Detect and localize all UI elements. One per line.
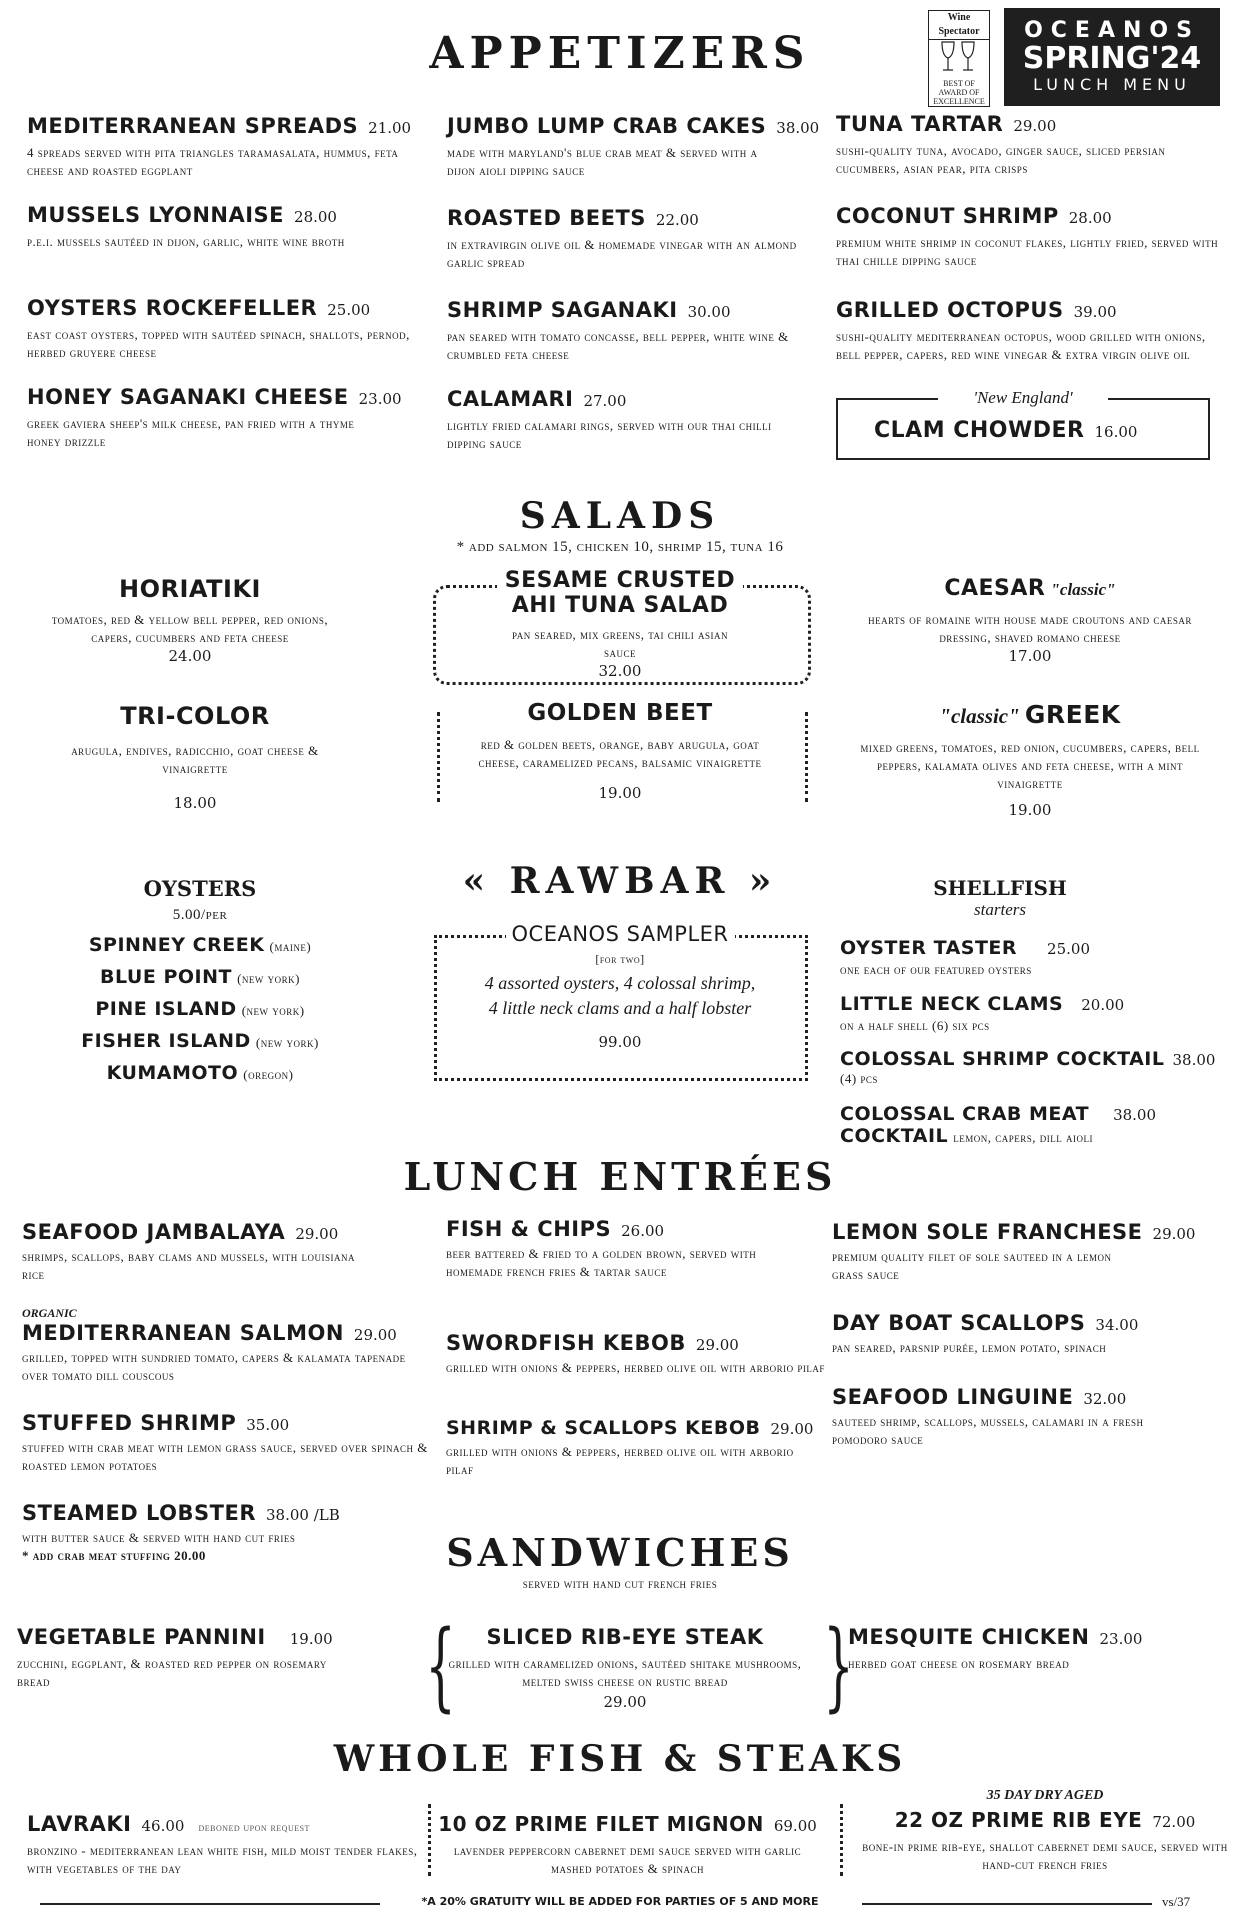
sandwich-item: VEGETABLE PANNINI 19.00 zucchini, eggplant, & roasted red pepper on rosemary bread — [17, 1625, 333, 1689]
sandwich-item: SLICED RIB-EYE STEAK grilled with caramelized onions, sautéed shitake mushrooms, melted swiss cheese on rustic bread 29.00 — [448, 1625, 802, 1711]
appetizer-item: TUNA TARTAR 29.00 sushi-quality tuna, avocado, ginger sauce, sliced persian cucumbers, asian pear, pita crisps — [836, 112, 1166, 176]
appetizer-item: MEDITERRANEAN SPREADS 21.00 4 spreads served with pita triangles taramasalata, hummus, feta cheese and roasted eggplant — [27, 114, 412, 178]
salad-horiatiki: HORIATIKI tomatoes, red & yellow bell pepper, red onions, capers, cucumbers and feta cheese 24.00 — [51, 575, 329, 665]
badge-line-1: BEST OF — [943, 79, 975, 88]
left-brace: { — [425, 1610, 456, 1722]
entree-item: STEAMED LOBSTER 38.00 /LB with butter sauce & served with hand cut fries * add crab meat stuffing 20.00 — [22, 1501, 340, 1563]
entree-item: STUFFED SHRIMP 35.00 stuffed with crab meat with lemon grass sauce, served over spinach & roasted lemon potatoes — [22, 1411, 428, 1473]
rawbar-heading: « RAWBAR » — [462, 860, 778, 902]
whole-fish-item: LAVRAKI 46.00 deboned upon request bronzino - mediterranean lean white fish, mild moist tender flakes, with vegetables of the day — [27, 1812, 418, 1876]
shellfish-heading: SHELLFISH starters — [933, 876, 1067, 919]
appetizer-item: ROASTED BEETS 22.00 in extravirgin olive oil & homemade vinegar with an almond garlic spread — [447, 206, 797, 270]
entree-item: FISH & CHIPS 26.00 beer battered & fried to a golden brown, served with homemade french fries & tartar sauce — [446, 1217, 757, 1279]
appetizer-item: OYSTERS ROCKEFELLER 25.00 east coast oysters, topped with sautéed spinach, shallots, pernod, herbed gruyere cheese — [27, 296, 410, 360]
entree-item: ORGANIC MEDITERRANEAN SALMON 29.00 grilled, topped with sundried tomato, capers & kalamata tapenade over tomato dill couscous — [22, 1306, 406, 1383]
wine-spectator-badge — [928, 10, 990, 107]
sandwiches-heading: SANDWICHES — [446, 1530, 794, 1575]
brand-name: OCEANOS — [1024, 18, 1200, 43]
appetizer-item: MUSSELS LYONNAISE 28.00 p.e.i. mussels sautéed in dijon, garlic, white wine broth — [27, 203, 345, 249]
appetizer-item: CALAMARI 27.00 lightly fried calamari rings, served with our thai chilli dipping sauce — [447, 387, 772, 451]
chowder-pre: 'New England' — [938, 388, 1108, 408]
entree-item: SHRIMP & SCALLOPS KEBOB 29.00 grilled with onions & peppers, herbed olive oil with arborio pilaf — [446, 1417, 814, 1477]
dotted-divider — [437, 712, 440, 802]
gratuity-note: *A 20% GRATUITY WILL BE ADDED FOR PARTIES OF 5 AND MORE — [421, 1895, 819, 1908]
salad-tricolor: TRI-COLOR arugula, endives, radicchio, goat cheese & vinaigrette 18.00 — [71, 702, 319, 812]
shellfish-item: COLOSSAL SHRIMP COCKTAIL 38.00 (4) pcs — [840, 1048, 1216, 1086]
dotted-divider — [805, 712, 808, 802]
salad-golden-beet: GOLDEN BEET red & golden beets, orange, baby arugula, goat cheese, caramelized pecans, balsamic vinaigrette 19.00 — [478, 700, 762, 802]
oceanos-sampler: OCEANOS SAMPLER [for two] 4 assorted oysters, 4 colossal shrimp, 4 little neck clams and a half lobster 99.00 — [484, 922, 756, 1051]
whole-fish-heading: WHOLE FISH & STEAKS — [333, 1738, 907, 1780]
footer-rule-left — [40, 1903, 380, 1905]
appetizers-heading: APPETIZERS — [429, 28, 811, 79]
whole-fish-item: 10 OZ PRIME FILET MIGNON 69.00 lavender peppercorn cabernet demi sauce served with garlic mashed potatoes & spinach — [438, 1812, 817, 1876]
menu-code: vs/37 — [1162, 1894, 1191, 1909]
entree-item: LEMON SOLE FRANCHESE 29.00 premium quality filet of sole sauteed in a lemon grass sauce — [832, 1220, 1196, 1282]
dotted-divider — [840, 1804, 843, 1876]
badge-line-3: EXCELLENCE — [933, 97, 985, 106]
entrees-heading: LUNCH ENTRÉES — [403, 1154, 837, 1199]
appetizer-item: JUMBO LUMP CRAB CAKES 38.00 made with maryland's blue crab meat & served with a dijon aioli dipping sauce — [447, 114, 820, 178]
entree-item: SEAFOOD LINGUINE 32.00 sauteed shrimp, scallops, mussels, calamari in a fresh pomodoro sauce — [832, 1385, 1144, 1447]
chowder-name: CLAM CHOWDER 16.00 — [874, 418, 1138, 443]
appetizer-item: SHRIMP SAGANAKI 30.00 pan seared with tomato concasse, bell pepper, white wine & crumbled feta cheese — [447, 298, 789, 362]
salads-heading: SALADS — [519, 495, 721, 537]
badge-title: Wine Spectator — [929, 11, 989, 40]
sandwich-item: MESQUITE CHICKEN 23.00 herbed goat cheese on rosemary bread — [848, 1625, 1143, 1671]
wine-glasses-icon — [934, 40, 984, 74]
shellfish-item: OYSTER TASTER 25.00 one each of our featured oysters — [840, 937, 1090, 977]
shellfish-item: COLOSSAL CRAB MEAT 38.00 COCKTAIL lemon, capers, dill aioli — [840, 1103, 1157, 1147]
brand-menu-type: LUNCH MENU — [1033, 75, 1191, 94]
salads-addons: * add salmon 15, chicken 10, shrimp 15, tuna 16 — [456, 539, 784, 555]
whole-fish-item: 35 DAY DRY AGED 22 OZ PRIME RIB EYE 72.00 bone-in prime rib-eye, shallot cabernet demi sauce, served with hand-cut french fries — [862, 1788, 1228, 1872]
brand-season: SPRING'24 — [1022, 41, 1202, 76]
right-brace: } — [823, 1610, 854, 1722]
appetizer-item: COCONUT SHRIMP 28.00 premium white shrimp in coconut flakes, lightly fried, served with thai chille dipping sauce — [836, 204, 1219, 268]
entree-item: SWORDFISH KEBOB 29.00 grilled with onions & peppers, herbed olive oil with arborio pilaf — [446, 1331, 825, 1375]
entree-item: SEAFOOD JAMBALAYA 29.00 shrimps, scallops, baby clams and mussels, with louisiana rice — [22, 1220, 356, 1282]
sandwiches-sub: served with hand cut french fries — [522, 1576, 718, 1591]
salad-ahi-tuna: SESAME CRUSTED AHI TUNA SALAD pan seared, mix greens, tai chili asian sauce 32.00 — [445, 568, 795, 680]
salad-greek: "classic" GREEK mixed greens, tomatoes, red onion, cucumbers, capers, bell peppers, kalamata olives and feta cheese, with a mint vinaigrette 19.00 — [860, 700, 1200, 819]
brand-block — [1004, 8, 1220, 106]
oysters-column: OYSTERS 5.00/per SPINNEY CREEK (maine) BLUE POINT (new york) PINE ISLAND (new york) FISHER ISLAND (new york) KUMAMOTO (oregon) — [81, 876, 319, 1084]
shellfish-item: LITTLE NECK CLAMS 20.00 on a half shell (6) six pcs — [840, 993, 1125, 1033]
clam-chowder-box — [836, 388, 1210, 460]
salad-caesar: CAESAR "classic" hearts of romaine with house made croutons and caesar dressing, shaved romano cheese 17.00 — [868, 576, 1192, 665]
entree-item: DAY BOAT SCALLOPS 34.00 pan seared, parsnip purée, lemon potato, spinach — [832, 1311, 1139, 1355]
appetizer-item: GRILLED OCTOPUS 39.00 sushi-quality mediterranean octopus, wood grilled with onions, bell pepper, capers, red wine vinegar & extra virgin olive oil — [836, 298, 1206, 362]
badge-line-2: AWARD OF — [938, 88, 980, 97]
footer-rule-right — [862, 1903, 1152, 1905]
appetizer-item: HONEY SAGANAKI CHEESE 23.00 greek gaviera sheep's milk cheese, pan fried with a thyme honey drizzle — [27, 385, 402, 449]
dotted-divider — [428, 1804, 431, 1876]
